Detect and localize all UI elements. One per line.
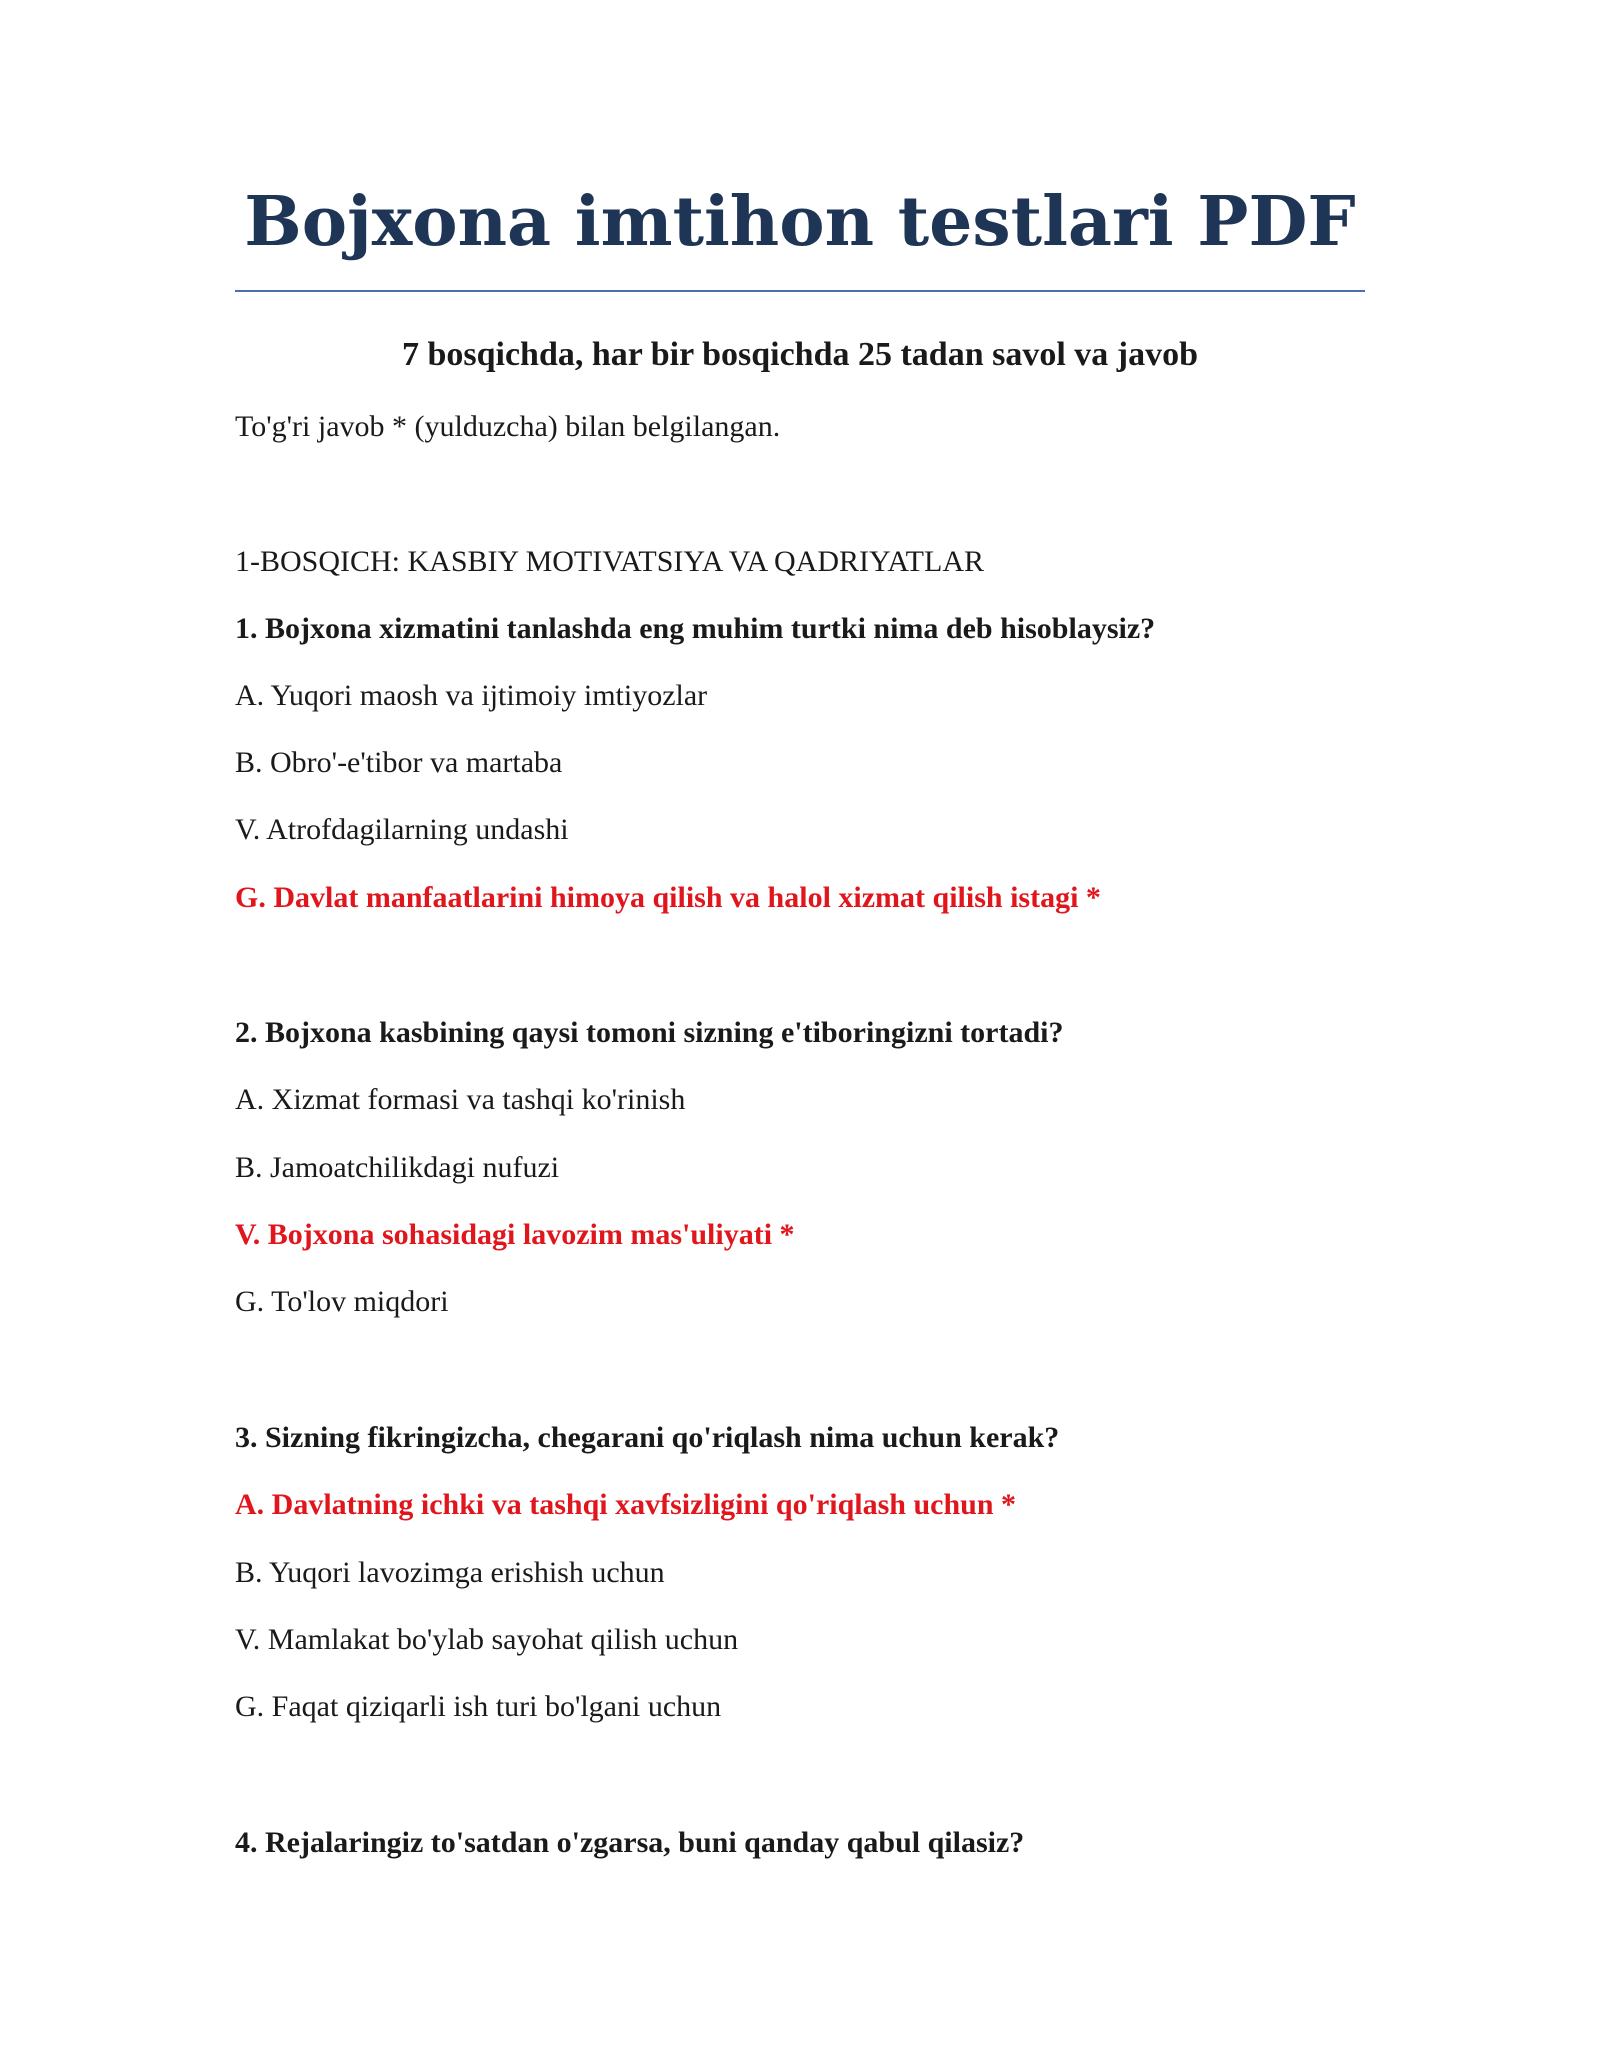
question-3-option-b: B. Yuqori lavozimga erishish uchun [235, 1556, 665, 1589]
question-2-option-a: A. Xizmat formasi va tashqi ko'rinish [235, 1083, 686, 1116]
question-2: 2. Bojxona kasbining qaysi tomoni sizning e'tiboringizni tortadi? [235, 1016, 1064, 1049]
question-1-option-b: B. Obro'-e'tibor va martaba [235, 746, 563, 779]
answer-key-note: To'g'ri javob * (yulduzcha) bilan belgilangan. [235, 410, 781, 443]
question-1-option-g-correct: G. Davlat manfaatlarini himoya qilish va halol xizmat qilish istagi * [235, 881, 1101, 914]
question-1: 1. Bojxona xizmatini tanlashda eng muhim turtki nima deb hisoblaysiz? [235, 612, 1156, 645]
question-1-option-a: A. Yuqori maosh va ijtimoiy imtiyozlar [235, 679, 708, 712]
document-subtitle: 7 bosqichda, har bir bosqichda 25 tadan savol va javob [401, 336, 1199, 373]
title-divider [235, 290, 1365, 292]
question-3-option-g: G. Faqat qiziqarli ish turi bo'lgani uchun [235, 1690, 722, 1723]
question-2-option-b: B. Jamoatchilikdagi nufuzi [235, 1151, 560, 1184]
question-4: 4. Rejalaringiz to'satdan o'zgarsa, buni qanday qabul qilasiz? [235, 1826, 1025, 1859]
question-2-option-g: G. To'lov miqdori [235, 1285, 449, 1318]
question-3: 3. Sizning fikringizcha, chegarani qo'riqlash nima uchun kerak? [235, 1421, 1060, 1454]
question-3-option-v: V. Mamlakat bo'ylab sayohat qilish uchun [235, 1623, 739, 1656]
question-3-option-a-correct: A. Davlatning ichki va tashqi xavfsizligini qo'riqlash uchun * [235, 1488, 1017, 1521]
section-heading: 1-BOSQICH: KASBIY MOTIVATSIYA VA QADRIYATLAR [235, 545, 984, 578]
question-2-option-v-correct: V. Bojxona sohasidagi lavozim mas'uliyati * [235, 1218, 795, 1251]
question-1-option-v: V. Atrofdagilarning undashi [235, 813, 569, 846]
document-title: Bojxona imtihon testlari PDF [244, 182, 1356, 262]
